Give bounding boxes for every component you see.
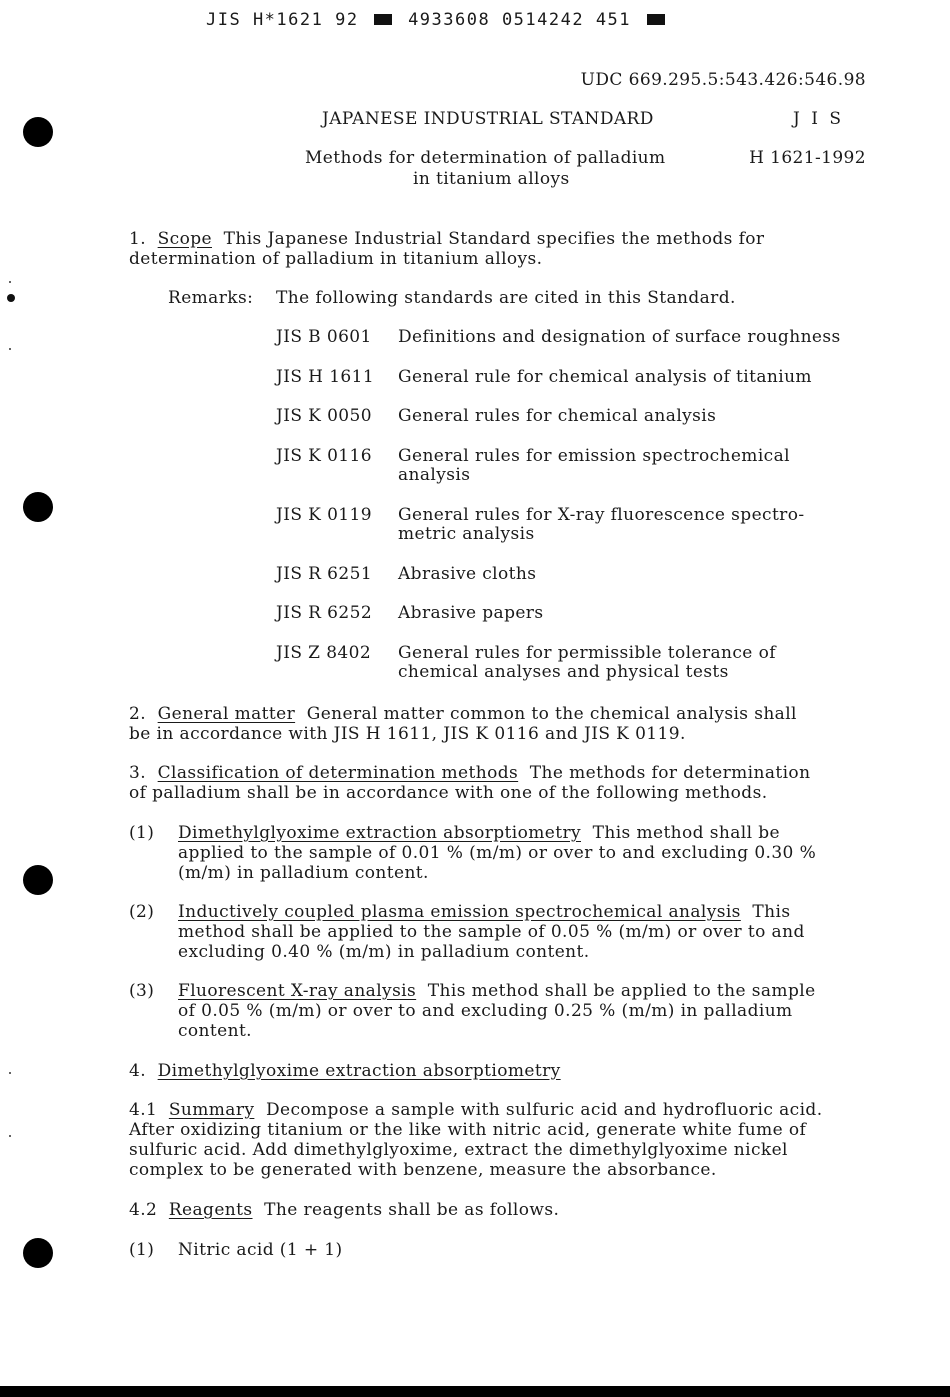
method-text: applied to the sample of 0.01 % (m/m) or over to and excluding 0.30 % <box>178 843 817 863</box>
scan-edge-bar <box>0 1386 950 1397</box>
section-3-classification <box>129 763 810 803</box>
section-heading: Classification of determination methods <box>157 763 519 783</box>
method-heading: Inductively coupled plasma emission spectrochemical analysis <box>178 902 741 922</box>
reference-description: metric analysis <box>398 524 535 544</box>
section-text: The reagents shall be as follows. <box>264 1200 560 1220</box>
standard-title: JAPANESE INDUSTRIAL STANDARD <box>322 109 654 129</box>
method-text: (m/m) in palladium content. <box>178 863 429 883</box>
method-number: (3) <box>129 981 155 1001</box>
reference-code: JIS B 0601 <box>276 327 372 347</box>
scan-speck <box>9 348 11 350</box>
reference-description: analysis <box>398 465 471 485</box>
method-text: This method shall be <box>592 823 780 843</box>
section-2-general-matter <box>129 704 797 744</box>
section-text: This Japanese Industrial Standard specifies the methods for <box>223 229 765 249</box>
section-text: be in accordance with JIS H 1611, JIS K 0116 and JIS K 0119. <box>129 724 686 744</box>
header-code <box>206 10 669 30</box>
section-heading: Summary <box>168 1100 255 1120</box>
reference-code: JIS Z 8402 <box>276 643 372 663</box>
scan-speck <box>7 294 15 302</box>
section-text: complex to be generated with benzene, measure the absorbance. <box>129 1160 717 1180</box>
reference-description: General rule for chemical analysis of titanium <box>398 367 812 387</box>
redaction-block <box>647 14 665 25</box>
redaction-block <box>374 14 392 25</box>
binder-hole <box>23 117 53 147</box>
section-heading: Reagents <box>168 1200 253 1220</box>
section-text: sulfuric acid. Add dimethylglyoxime, extract the dimethylglyoxime nickel <box>129 1140 788 1160</box>
reference-code: JIS R 6252 <box>276 603 373 623</box>
binder-hole <box>23 492 53 522</box>
section-heading: General matter <box>157 704 296 724</box>
binder-hole <box>23 1238 53 1268</box>
section-heading: Dimethylglyoxime extraction absorptiometry <box>157 1061 561 1081</box>
udc-number: UDC 669.295.5:543.426:546.98 <box>580 70 866 90</box>
method-number: (1) <box>129 823 155 843</box>
reference-description: General rules for X-ray fluorescence spectro- <box>398 505 805 525</box>
binder-hole <box>23 865 53 895</box>
remarks-label: Remarks: <box>168 288 254 308</box>
section-number: 1. <box>129 229 147 249</box>
method-text: of 0.05 % (m/m) or over to and excluding 0.25 % (m/m) in palladium <box>178 1001 793 1021</box>
document-title-line2: in titanium alloys <box>413 169 570 189</box>
section-4-1-summary <box>129 1100 823 1180</box>
document-number: H 1621-1992 <box>749 148 866 168</box>
method-text: excluding 0.40 % (m/m) in palladium content. <box>178 942 590 962</box>
method-number: (2) <box>129 902 155 922</box>
header-code-a: JIS H*1621 92 <box>206 10 359 30</box>
section-number: 3. <box>129 763 147 783</box>
section-text: After oxidizing titanium or the like with nitric acid, generate white fume of <box>129 1120 807 1140</box>
section-text: The methods for determination <box>529 763 811 783</box>
section-text: Decompose a sample with sulfuric acid and hydrofluoric acid. <box>265 1100 823 1120</box>
remarks-text: The following standards are cited in this Standard. <box>276 288 736 308</box>
header-code-b: 4933608 0514242 451 <box>408 10 632 30</box>
section-number: 4.2 <box>129 1200 158 1220</box>
method-body <box>178 902 805 962</box>
method-text: This <box>752 902 791 922</box>
reference-description: General rules for permissible tolerance of <box>398 643 776 663</box>
section-4-heading <box>129 1061 561 1081</box>
section-number: 4. <box>129 1061 147 1081</box>
reference-description: chemical analyses and physical tests <box>398 662 729 682</box>
method-body <box>178 981 816 1041</box>
section-1-scope <box>129 229 764 269</box>
reference-code: JIS K 0050 <box>276 406 372 426</box>
reference-description: Definitions and designation of surface roughness <box>398 327 841 347</box>
reagent-number: (1) <box>129 1240 155 1260</box>
reference-code: JIS K 0116 <box>276 446 372 466</box>
section-4-2-reagents <box>129 1200 559 1220</box>
document-title-line1: Methods for determination of palladium <box>305 148 666 168</box>
jis-mark: J I S <box>793 109 844 129</box>
scan-speck <box>9 1135 11 1137</box>
reference-description: General rules for chemical analysis <box>398 406 717 426</box>
reagent-text: Nitric acid (1 + 1) <box>178 1240 343 1260</box>
scan-speck <box>9 1072 11 1074</box>
reference-code: JIS K 0119 <box>276 505 372 525</box>
section-number: 2. <box>129 704 147 724</box>
method-body <box>178 823 816 883</box>
method-text: content. <box>178 1021 252 1041</box>
reference-description: Abrasive papers <box>398 603 544 623</box>
section-text: of palladium shall be in accordance with one of the following methods. <box>129 783 768 803</box>
section-text: General matter common to the chemical analysis shall <box>306 704 797 724</box>
method-heading: Fluorescent X-ray analysis <box>178 981 417 1001</box>
reference-description: Abrasive cloths <box>398 564 537 584</box>
section-heading: Scope <box>157 229 212 249</box>
section-number: 4.1 <box>129 1100 158 1120</box>
section-text: determination of palladium in titanium alloys. <box>129 249 543 269</box>
method-text: This method shall be applied to the sample <box>427 981 816 1001</box>
method-text: method shall be applied to the sample of 0.05 % (m/m) or over to and <box>178 922 805 942</box>
reference-description: General rules for emission spectrochemical <box>398 446 790 466</box>
reference-code: JIS H 1611 <box>276 367 375 387</box>
method-heading: Dimethylglyoxime extraction absorptiometry <box>178 823 581 843</box>
reference-code: JIS R 6251 <box>276 564 373 584</box>
scan-speck <box>9 281 11 283</box>
